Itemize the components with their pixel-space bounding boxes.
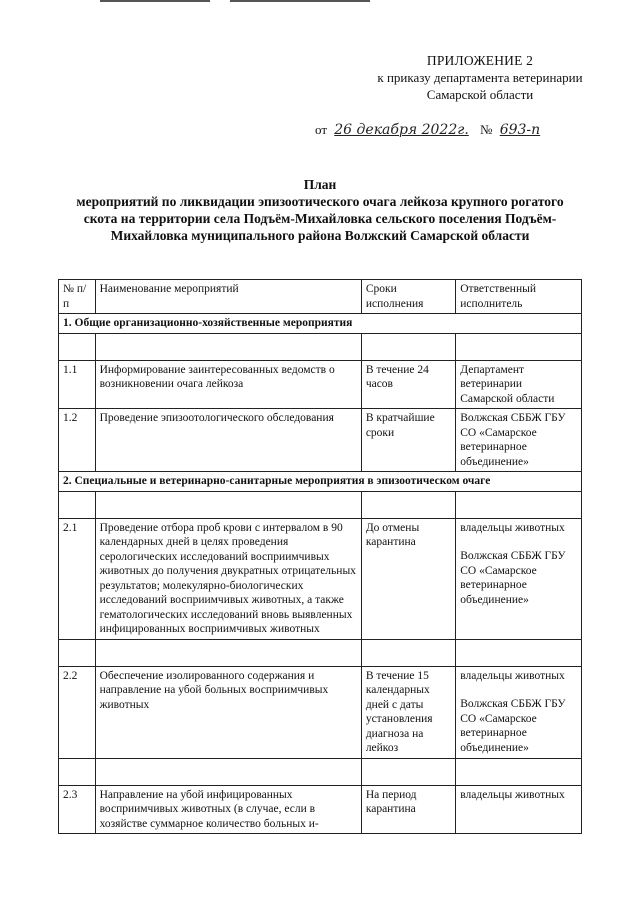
- table-row: [59, 666, 582, 758]
- row-term: До отмены карантина: [361, 518, 455, 639]
- number-sign: №: [480, 122, 493, 137]
- table-header-row: [59, 280, 582, 314]
- row-term: На период карантина: [361, 785, 455, 834]
- top-scan-line-left: [100, 0, 210, 2]
- row-term: В кратчайшие сроки: [361, 409, 455, 472]
- appendix-line-2: Самарской области: [426, 87, 534, 102]
- row-term: В течение 15 календарных дней с даты установления диагноза на лейкоз: [361, 666, 455, 758]
- table-row: [59, 518, 582, 639]
- row-responsible: Волжская СББЖ ГБУ СО «Самарское ветеринарное объединение»: [456, 409, 582, 472]
- table-row: [59, 785, 582, 834]
- row-num: 2.1: [59, 518, 96, 639]
- row-action: Информирование заинтересованных ведомств о возникновении очага лейкоза: [95, 360, 361, 409]
- row-responsible: Департамент ветеринарии Самарской области: [456, 360, 582, 409]
- handwritten-order-number: 693-п: [499, 122, 541, 138]
- appendix-line-1: к приказу департамента ветеринарии: [377, 70, 583, 85]
- responsible-owners: владельцы животных: [460, 669, 565, 682]
- plan-table: [58, 279, 582, 834]
- plan-title-block: [60, 176, 580, 244]
- row-responsible: [456, 666, 582, 758]
- plan-subtitle: мероприятий по ликвидации эпизоотического очага лейкоза крупного рогатого скота на территории села Подъём-Михайловка сельского поселения Подъём-Михайловка муниципального района Волжский Самарской области: [76, 194, 564, 243]
- row-action: Обеспечение изолированного содержания и направление на убой больных восприимчивых животных: [95, 666, 361, 758]
- table-row: [59, 360, 582, 409]
- section-title-1: 1. Общие организационно-хозяйственные мероприятия: [59, 314, 582, 334]
- responsible-station: Волжская СББЖ ГБУ СО «Самарское ветеринарное объединение»: [460, 698, 566, 754]
- order-date-line: [315, 122, 540, 138]
- top-scan-line-right: [230, 0, 370, 2]
- responsible-owners: владельцы животных: [460, 521, 565, 534]
- header-responsible: Ответственный исполнитель: [456, 280, 582, 314]
- row-action: Проведение эпизоотологического обследования: [95, 409, 361, 472]
- handwritten-date: 26 декабря 2022г.: [334, 122, 469, 138]
- section-title-2: 2. Специальные и ветеринарно-санитарные мероприятия в эпизоотическом очаге: [59, 472, 582, 492]
- header-term: Сроки исполнения: [361, 280, 455, 314]
- row-action: Направление на убой инфицированных восприимчивых животных (в случае, если в хозяйстве суммарное количество больных и-: [95, 785, 361, 834]
- spacer-row: [59, 639, 582, 666]
- responsible-station: Волжская СББЖ ГБУ СО «Самарское ветеринарное объединение»: [460, 550, 566, 606]
- row-num: 1.2: [59, 409, 96, 472]
- header-num: № п/п: [59, 280, 96, 314]
- appendix-block: [330, 52, 630, 103]
- row-num: 1.1: [59, 360, 96, 409]
- spacer-row: [59, 491, 582, 518]
- row-action: Проведение отбора проб крови с интервалом в 90 календарных дней в целях проведения серологических исследований восприимчивых животных до получения двукратных отрицательных результатов; молекулярно-биологических исследований восприимчивых животных, а также гематологических исследований вновь выявленных инфицированных восприимчивых животных: [95, 518, 361, 639]
- row-num: 2.3: [59, 785, 96, 834]
- spacer-row: [59, 333, 582, 360]
- spacer-row: [59, 758, 582, 785]
- header-action: Наименование мероприятий: [95, 280, 361, 314]
- section-row-1: [59, 314, 582, 334]
- table-row: [59, 409, 582, 472]
- plan-heading: План: [303, 177, 337, 192]
- row-responsible: владельцы животных: [456, 785, 582, 834]
- row-responsible: [456, 518, 582, 639]
- appendix-title: ПРИЛОЖЕНИЕ 2: [426, 53, 534, 68]
- from-label: от: [315, 122, 328, 137]
- row-num: 2.2: [59, 666, 96, 758]
- row-term: В течение 24 часов: [361, 360, 455, 409]
- section-row-2: [59, 472, 582, 492]
